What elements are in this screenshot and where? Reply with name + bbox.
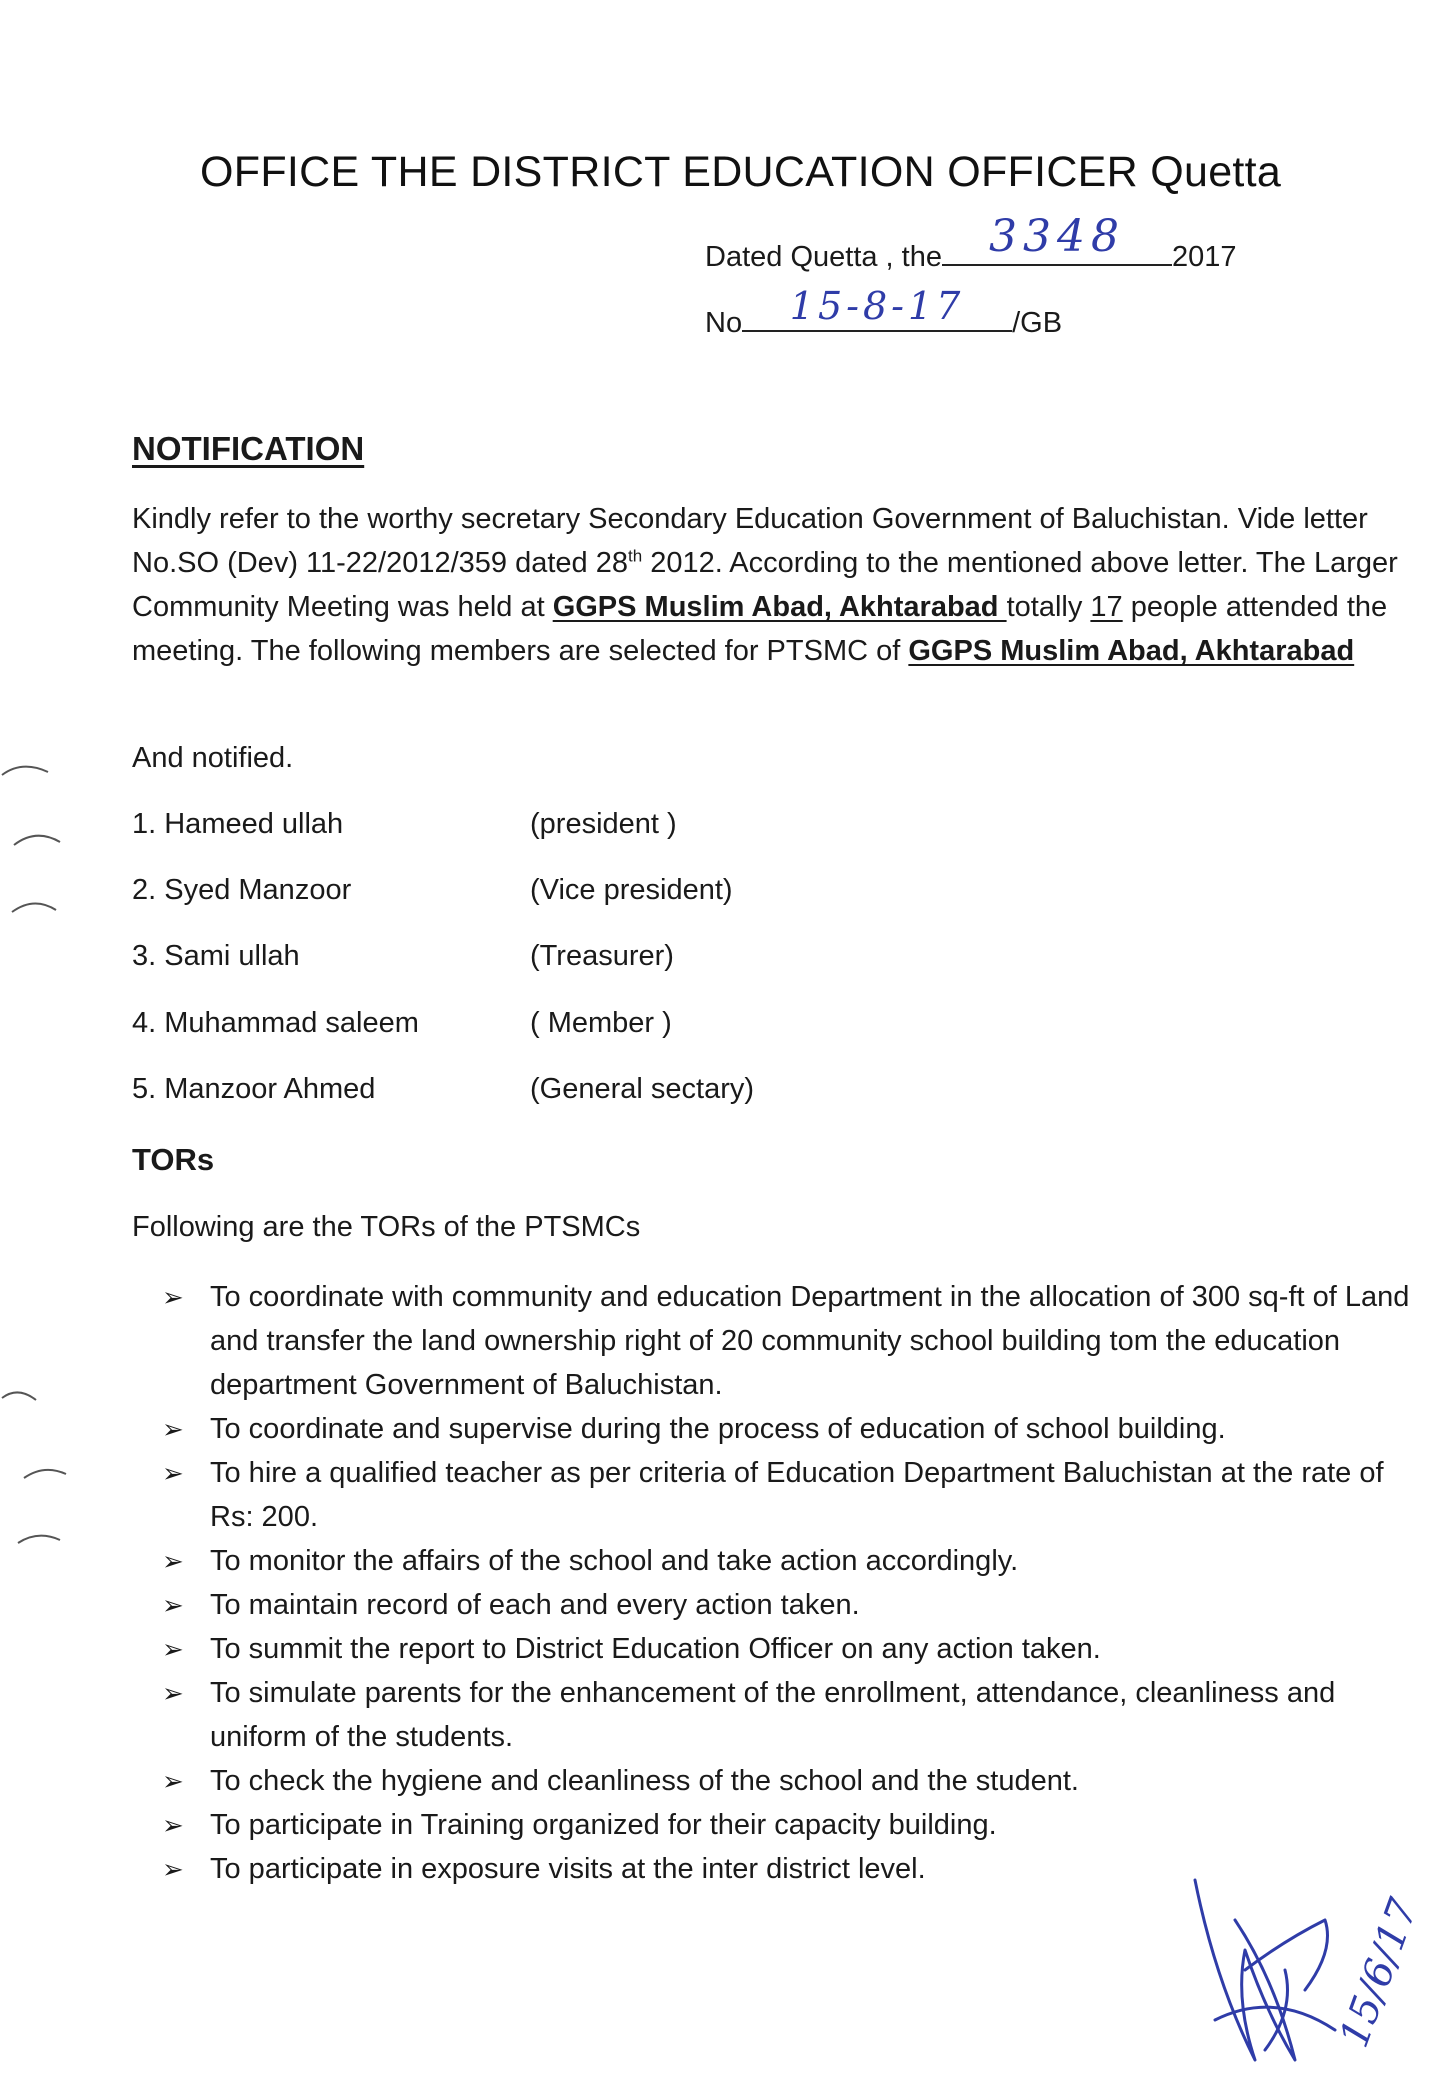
dated-year: 2017	[1171, 241, 1237, 273]
para-superscript: th	[628, 546, 643, 566]
no-blank	[742, 284, 1012, 332]
tor-text: To coordinate with community and education Department in the allocation of 300 sq-ft of Land and transfer the land ownership right of 20 community school building tom the education department Government of Baluchistan.	[210, 1281, 1410, 1401]
arrow-bullet-icon: ➢	[162, 1810, 184, 1840]
arrow-bullet-icon: ➢	[162, 1282, 184, 1312]
para-text-4: people attended the meeting. The following members are selected for PTSMC of	[132, 591, 1388, 667]
member-role: (Vice president)	[530, 874, 733, 906]
dated-handwritten: 3348	[988, 211, 1125, 262]
arrow-bullet-icon: ➢	[162, 1854, 184, 1884]
member-name: 1. Hameed ullah	[132, 808, 344, 840]
tor-text: To summit the report to District Education Officer on any action taken.	[210, 1633, 1101, 1665]
tor-item	[158, 1627, 1430, 1671]
signature	[1175, 1860, 1435, 2090]
no-label: No	[705, 307, 743, 339]
tor-text: To monitor the affairs of the school and take action accordingly.	[210, 1545, 1019, 1577]
tor-item	[158, 1407, 1430, 1451]
member-role: (General sectary)	[530, 1073, 755, 1105]
tor-text: To participate in Training organized for their capacity building.	[210, 1809, 997, 1841]
office-title: OFFICE THE DISTRICT EDUCATION OFFICER Quetta	[200, 148, 1282, 196]
arrow-bullet-icon: ➢	[162, 1678, 184, 1708]
dated-label: Dated Quetta , the	[705, 241, 942, 273]
tor-item	[158, 1671, 1430, 1759]
notification-heading: NOTIFICATION	[132, 430, 365, 467]
arrow-bullet-icon: ➢	[162, 1766, 184, 1796]
para-text-3: totally	[1006, 591, 1091, 623]
member-role: ( Member )	[530, 1007, 672, 1039]
member-name: 3. Sami ullah	[132, 940, 300, 972]
tors-intro: Following are the TORs of the PTSMCs	[132, 1211, 641, 1243]
tors-heading: TORs	[132, 1142, 215, 1177]
no-suffix: /GB	[1012, 307, 1063, 339]
arrow-bullet-icon: ➢	[162, 1414, 184, 1444]
tor-text: To hire a qualified teacher as per criteria of Education Department Baluchistan at the rate of Rs: 200.	[210, 1457, 1384, 1533]
dated-blank	[942, 211, 1172, 266]
tor-text: To participate in exposure visits at the inter district level.	[210, 1853, 926, 1885]
no-handwritten: 15-8-17	[789, 284, 965, 328]
tor-item	[158, 1539, 1430, 1583]
member-name: 5. Manzoor Ahmed	[132, 1073, 376, 1105]
dated-line	[705, 211, 1237, 274]
tor-item	[158, 1451, 1430, 1539]
signature-date: 15/6/17	[1331, 1892, 1428, 2054]
tors-list	[158, 1275, 1430, 1891]
notification-paragraph	[132, 497, 1422, 673]
arrow-bullet-icon: ➢	[162, 1546, 184, 1576]
member-role: (president )	[530, 808, 677, 840]
tor-item	[158, 1759, 1430, 1803]
signature-scribble	[1195, 1880, 1335, 2060]
attendee-count: 17	[1090, 591, 1123, 623]
tor-item	[158, 1803, 1430, 1847]
school-name-1: GGPS Muslim Abad, Akhtarabad	[552, 591, 1007, 623]
arrow-bullet-icon: ➢	[162, 1458, 184, 1488]
tor-text: To simulate parents for the enhancement of the enrollment, attendance, cleanliness and uniform of the students.	[210, 1677, 1336, 1753]
tor-item	[158, 1583, 1430, 1627]
tor-text: To check the hygiene and cleanliness of the school and the student.	[210, 1765, 1079, 1797]
arrow-bullet-icon: ➢	[162, 1634, 184, 1664]
para-text-2: 2012. According to the mentioned above letter. The Larger Community Meeting was held at	[132, 547, 1398, 623]
member-name: 4. Muhammad saleem	[132, 1007, 419, 1039]
reference-number-line	[705, 284, 1063, 340]
arrow-bullet-icon: ➢	[162, 1590, 184, 1620]
tor-text: To maintain record of each and every action taken.	[210, 1589, 860, 1621]
member-role: (Treasurer)	[530, 940, 674, 972]
punch-hole-marks	[0, 0, 80, 1600]
school-name-2: GGPS Muslim Abad, Akhtarabad	[908, 635, 1355, 667]
tor-item	[158, 1275, 1430, 1407]
member-name: 2. Syed Manzoor	[132, 874, 352, 906]
and-notified: And notified.	[132, 742, 294, 774]
tor-text: To coordinate and supervise during the process of education of school building.	[210, 1413, 1226, 1445]
para-text-1: Kindly refer to the worthy secretary Secondary Education Government of Baluchistan. Vide letter No.SO (Dev) 11-22/2012/359 dated 28	[132, 503, 1368, 579]
